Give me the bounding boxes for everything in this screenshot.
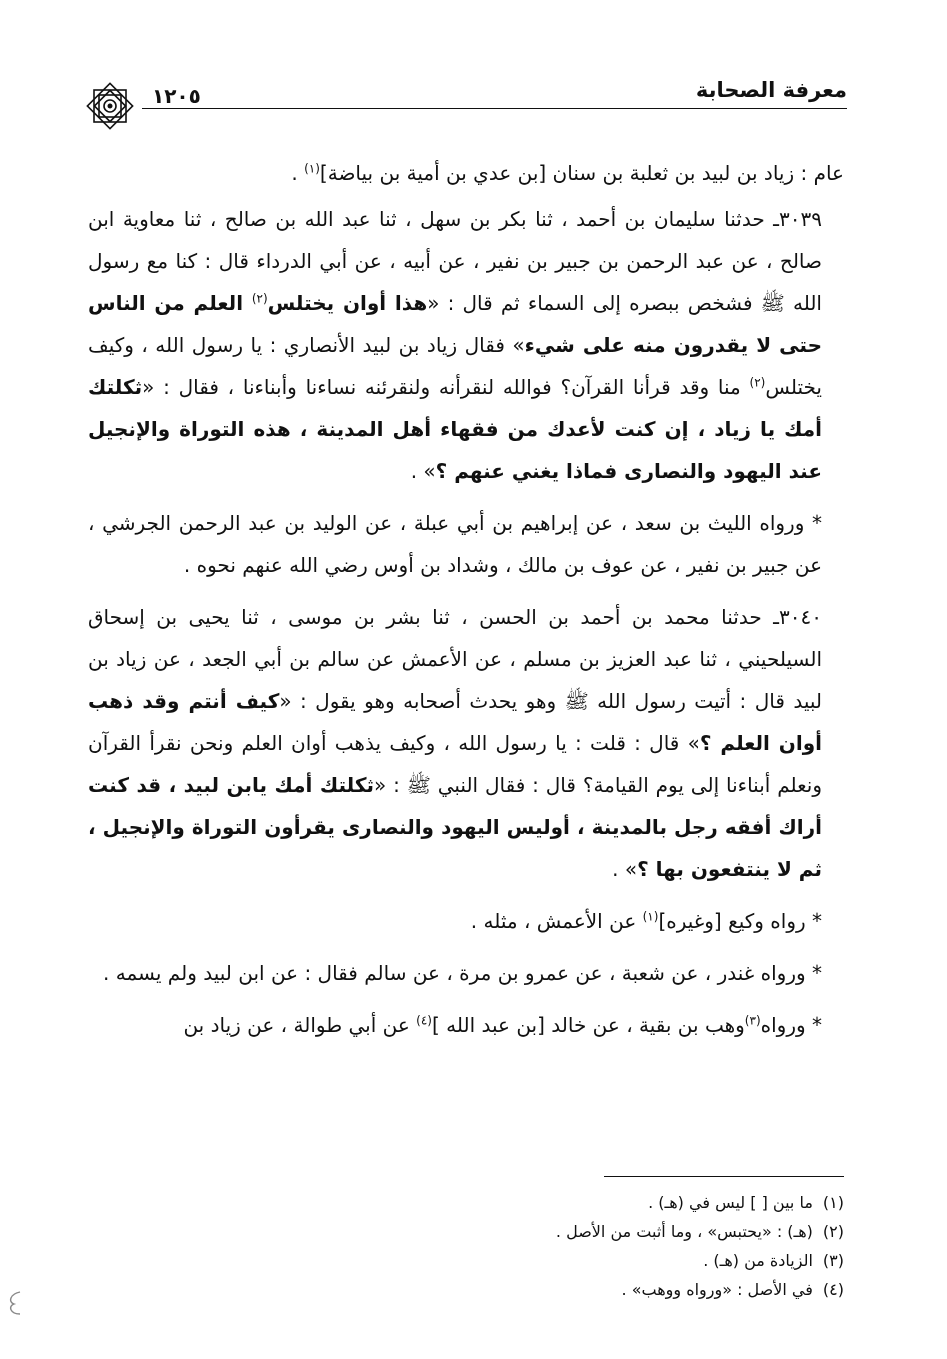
- footnote-separator: [604, 1176, 844, 1177]
- page-number: ١٢٠٥: [152, 84, 201, 108]
- footnote: (٤)في الأصل : «ورواه ووهب» .: [621, 1280, 844, 1299]
- intro-paragraph: عام : زياد بن لبيد بن ثعلبة بن سنان [بن عدي بن أمية بن بياضة]$^{(١)}$ .: [291, 161, 844, 185]
- main-text: [88, 152, 844, 1056]
- footnote-ref: (١): [642, 909, 659, 924]
- footnote-ref: (٣): [744, 1013, 761, 1028]
- footnote-ref: (١): [304, 161, 320, 176]
- footnote-ref: (٢): [251, 291, 268, 306]
- running-title: معرفة الصحابة: [695, 78, 847, 102]
- header-rule: [142, 108, 847, 109]
- hadith-3040: ٣٠٤٠ـ حدثنا محمد بن أحمد بن الحسن ، ثنا بشر بن موسى ، ثنا يحيى بن إسحاق السيلحيني ، ثنا عبد العزيز بن مسلم ، عن الأعمش عن سالم بن أبي الجعد ، عن زياد بن لبيد قال : أتيت رسول الله ﷺ وهو يحدث أصحابه وهو يقول : «كيف أنتم وقد ذهب أوان العلم ؟» قال : قلت : يا رسول الله ، وكيف يذهب أوان العلم ونحن نقرأ القرآن ونعلم أبناءنا إلى يوم القيامة؟ قال : فقال النبي ﷺ : «ثكلتك أمك يابن لبيد ، قد كنت أراك أفقه رجل بالمدينة ، أوليس اليهود والنصارى يقرأون التوراة والإنجيل ، ثم لا ينتفعون بها ؟» .: [88, 605, 822, 881]
- footnote: (٣)الزيادة من (هـ) .: [703, 1251, 844, 1270]
- riwaya-laith: * ورواه الليث بن سعد ، عن إبراهيم بن أبي عبلة ، عن الوليد بن عبد الرحمن الجرشي ، عن جبير بن نفير ، عن عوف بن مالك ، وشداد بن أوس رضي الله عنهم نحوه .: [88, 511, 822, 577]
- margin-mark-icon: [4, 1288, 26, 1318]
- riwaya-wakee: * رواه وكيع [وغيره]$^{(١)}$ عن الأعمش ، مثله .: [470, 909, 822, 933]
- footnotes: [88, 1188, 844, 1304]
- footnote: (٢)(هـ) : «يحتبس» ، وما أثبت من الأصل .: [555, 1222, 844, 1241]
- page-header: [80, 70, 847, 130]
- footnote-ref: (٤): [416, 1013, 432, 1028]
- footnote: (١)ما بين [ ] ليس في (هـ) .: [648, 1193, 844, 1212]
- riwaya-wahb: * ورواه$^{(٣)}$وهب بن بقية ، عن خالد [بن عبد الله ]$^{(٤)}$ عن أبي طوالة ، عن زياد بن: [183, 1013, 822, 1037]
- hadith-3039: ٣٠٣٩ـ حدثنا سليمان بن أحمد ، ثنا بكر بن سهل ، ثنا عبد الله بن صالح ، ثنا معاوية ابن صالح ، عن عبد الرحمن بن جبير بن نفير ، عن أبيه ، عن أبي الدرداء قال : كنا مع رسول الله ﷺ فشخص ببصره إلى السماء ثم قال : «هذا أوان يختلس$^{(٢)}$ العلم من الناس حتى لا يقدرون منه على شيء» فقال زياد بن لبيد الأنصاري : يا رسول الله ، وكيف يختلس$^{(٢)}$ منا وقد قرأنا القرآن؟ فوالله لنقرأنه ولنقرئنه نساءنا وأبناءنا ، فقال : «ثكلتك أمك يا زياد ، إن كنت لأعدك من فقهاء أهل المدينة ، هذه التوراة والإنجيل عند اليهود والنصارى فماذا يغني عنهم ؟» .: [88, 207, 822, 483]
- footnote-ref: (٢): [749, 375, 766, 390]
- ornament-star-icon: [80, 76, 140, 136]
- riwaya-ghundar: * ورواه غندر ، عن شعبة ، عن عمرو بن مرة ، عن سالم فقال : عن ابن لبيد ولم يسمه .: [103, 961, 822, 985]
